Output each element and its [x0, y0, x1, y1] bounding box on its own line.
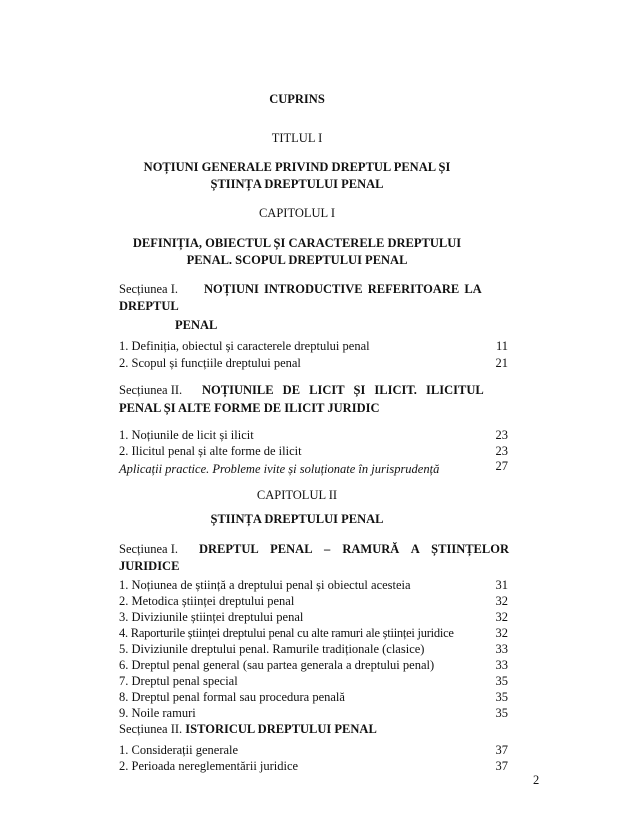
chapter-1-heading-line-1: DEFINIȚIA, OBIECTUL ȘI CARACTERELE DREPTULUI — [132, 236, 462, 250]
toc-entry-page: 23 — [495, 444, 508, 458]
toc-entry-text: 5. Diviziunile dreptului penal. Ramurile tradiționale (clasice) — [119, 642, 425, 656]
chapter-1-label: CAPITOLUL I — [258, 206, 336, 220]
titlul-heading-line-1: NOȚIUNI GENERALE PRIVIND DREPTUL PENAL ȘI — [143, 160, 451, 174]
practice-applications-page: 27 — [495, 459, 508, 473]
section-1-title: NOȚIUNI INTRODUCTIVE REFERITOARE LA — [204, 282, 482, 296]
toc-entry-text: 1. Noțiunea de știință a dreptului penal și obiectul acesteia — [119, 578, 411, 592]
toc-entry — [119, 444, 499, 459]
section-1-label: Secțiunea I. — [119, 282, 179, 296]
toc-entry — [119, 428, 499, 443]
section-3-label: Secțiunea I. — [119, 542, 179, 556]
section-2-heading — [119, 383, 484, 398]
toc-entry-page: 35 — [495, 706, 508, 720]
titlul-heading-line-2: ȘTIINȚA DREPTULUI PENAL — [210, 177, 384, 191]
toc-entry — [119, 626, 499, 641]
toc-entry-text: 8. Dreptul penal formal sau procedura penală — [119, 690, 345, 704]
titlul-label: TITLUL I — [271, 131, 323, 145]
toc-entry-text: 2. Metodica științei dreptului penal — [119, 594, 295, 608]
chapter-2-heading: ȘTIINȚA DREPTULUI PENAL — [210, 512, 384, 526]
toc-entry-text: 4. Raporturile științei dreptului penal cu alte ramuri ale științei juridice — [119, 626, 454, 640]
toc-entry — [119, 674, 499, 689]
toc-entry — [119, 743, 499, 758]
toc-entry-page: 33 — [495, 642, 508, 656]
section-1-heading — [119, 282, 482, 297]
toc-entry — [119, 759, 499, 774]
toc-entry-page: 35 — [495, 690, 508, 704]
toc-entry — [119, 690, 499, 705]
toc-entry-page: 33 — [495, 658, 508, 672]
section-2-label: Secțiunea II. — [119, 383, 183, 397]
toc-entry — [119, 658, 499, 673]
toc-entry — [119, 356, 499, 371]
toc-entry-page: 37 — [495, 743, 508, 757]
toc-entry-page: 32 — [495, 626, 508, 640]
page-number: 2 — [533, 773, 540, 787]
toc-entry-page: 32 — [495, 610, 508, 624]
toc-entry-text: 9. Noile ramuri — [119, 706, 196, 720]
section-3-title: DREPTUL PENAL – RAMURĂ A ȘTIINȚELOR — [199, 542, 509, 556]
toc-entry — [119, 594, 499, 609]
toc-entry — [119, 610, 499, 625]
toc-entry-text: 1. Considerații generale — [119, 743, 239, 757]
section-1-title-line-2: DREPTUL — [119, 299, 179, 313]
toc-entry — [119, 706, 499, 721]
toc-entry-text: 2. Perioada nereglementării juridice — [119, 759, 299, 773]
section-4-label: Secțiunea II. — [119, 722, 183, 736]
toc-entry-text: 2. Scopul și funcțiile dreptului penal — [119, 356, 301, 370]
toc-entry-page: 35 — [495, 674, 508, 688]
toc-entry-page: 21 — [495, 356, 508, 370]
chapter-2-label: CAPITOLUL II — [256, 488, 338, 502]
section-4-title: ISTORICUL DREPTULUI PENAL — [185, 722, 377, 736]
toc-entry-page: 23 — [495, 428, 508, 442]
chapter-1-heading-line-2: PENAL. SCOPUL DREPTULUI PENAL — [186, 253, 408, 267]
section-3-heading — [119, 542, 509, 557]
section-4-heading — [119, 722, 377, 737]
toc-entry-text: 1. Definiția, obiectul și caracterele dreptului penal — [119, 339, 370, 353]
toc-entry-text: 7. Dreptul penal special — [119, 674, 238, 688]
toc-title: CUPRINS — [269, 92, 325, 106]
toc-entry-text: 6. Dreptul penal general (sau partea generala a dreptului penal) — [119, 658, 435, 672]
toc-entry-page: 31 — [495, 578, 508, 592]
toc-entry-text: 3. Diviziunile științei dreptului penal — [119, 610, 304, 624]
section-3-title-line-2: JURIDICE — [119, 559, 180, 573]
toc-entry — [119, 642, 499, 657]
toc-entry-text: 1. Noțiunile de licit și ilicit — [119, 428, 254, 442]
toc-entry — [119, 578, 499, 593]
section-2-title: NOȚIUNILE DE LICIT ȘI ILICIT. ILICITUL — [202, 383, 484, 397]
section-2-title-line-2: PENAL ȘI ALTE FORME DE ILICIT JURIDIC — [119, 401, 380, 415]
toc-entry-text: 2. Ilicitul penal și alte forme de ilicit — [119, 444, 302, 458]
practice-applications: Aplicații practice. Probleme ivite și soluționate în jurisprudență — [119, 462, 440, 476]
toc-entry-page: 11 — [495, 339, 508, 353]
toc-entry-page: 37 — [495, 759, 508, 773]
section-1-title-line-3: PENAL — [175, 318, 218, 332]
toc-entry — [119, 339, 499, 354]
toc-entry-page: 32 — [495, 594, 508, 608]
